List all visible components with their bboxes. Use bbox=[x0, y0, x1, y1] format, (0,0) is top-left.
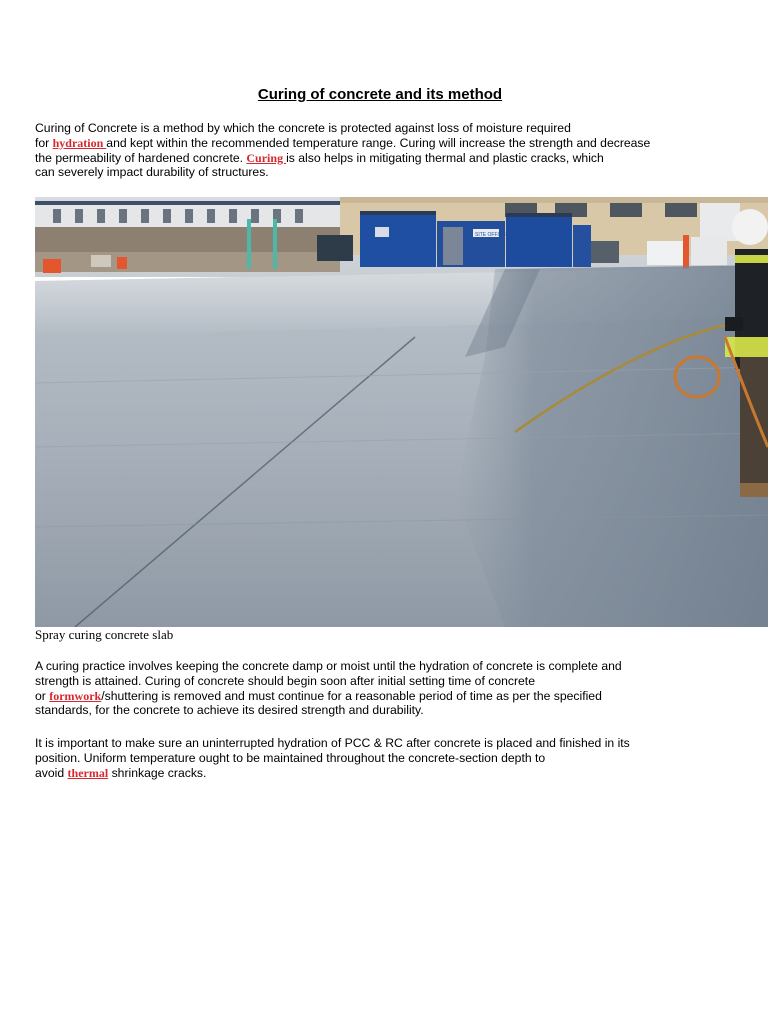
hydration-line-1: It is important to make sure an uninterrupted hydration of PCC & RC after concrete is placed and finished in its bbox=[35, 736, 630, 750]
intro-line-1: Curing of Concrete is a method by which the concrete is protected against loss of moisture required bbox=[35, 121, 571, 135]
practice-paragraph bbox=[35, 659, 735, 718]
practice-line-2: strength is attained. Curing of concrete should begin soon after initial setting time of concrete bbox=[35, 673, 535, 688]
site-office-sign: SITE OFFICE bbox=[475, 232, 506, 238]
photo-caption: Spray curing concrete slab bbox=[35, 627, 174, 642]
formwork-link[interactable]: formwork bbox=[49, 688, 102, 703]
spray-curing-photo bbox=[35, 197, 768, 627]
hydration-paragraph bbox=[35, 736, 735, 780]
curing-link[interactable]: Curing bbox=[246, 150, 287, 165]
intro-line-4: can severely impact durability of structures. bbox=[35, 165, 269, 180]
page-title: Curing of concrete and its method bbox=[257, 86, 503, 103]
practice-line-3: or formwork/shuttering is removed and must continue for a reasonable period of time as per the specified bbox=[35, 688, 602, 703]
hydration-link[interactable]: hydration bbox=[52, 135, 107, 150]
practice-line-4: standards, for the concrete to achieve its desired strength and durability. bbox=[35, 703, 424, 718]
hydration-line-3: avoid thermal shrinkage cracks. bbox=[35, 765, 207, 780]
intro-line-2: for hydration and kept within the recommended temperature range. Curing will increase the strength and decrease bbox=[35, 135, 651, 150]
intro-line-3: the permeability of hardened concrete. Curing is also helps in mitigating thermal and plastic cracks, which bbox=[35, 150, 604, 165]
intro-paragraph bbox=[35, 121, 735, 180]
practice-line-1: A curing practice involves keeping the concrete damp or moist until the hydration of concrete is complete and bbox=[35, 659, 622, 673]
hydration-line-2: position. Uniform temperature ought to be maintained throughout the concrete-section depth to bbox=[35, 750, 546, 765]
thermal-link[interactable]: thermal bbox=[67, 765, 109, 780]
